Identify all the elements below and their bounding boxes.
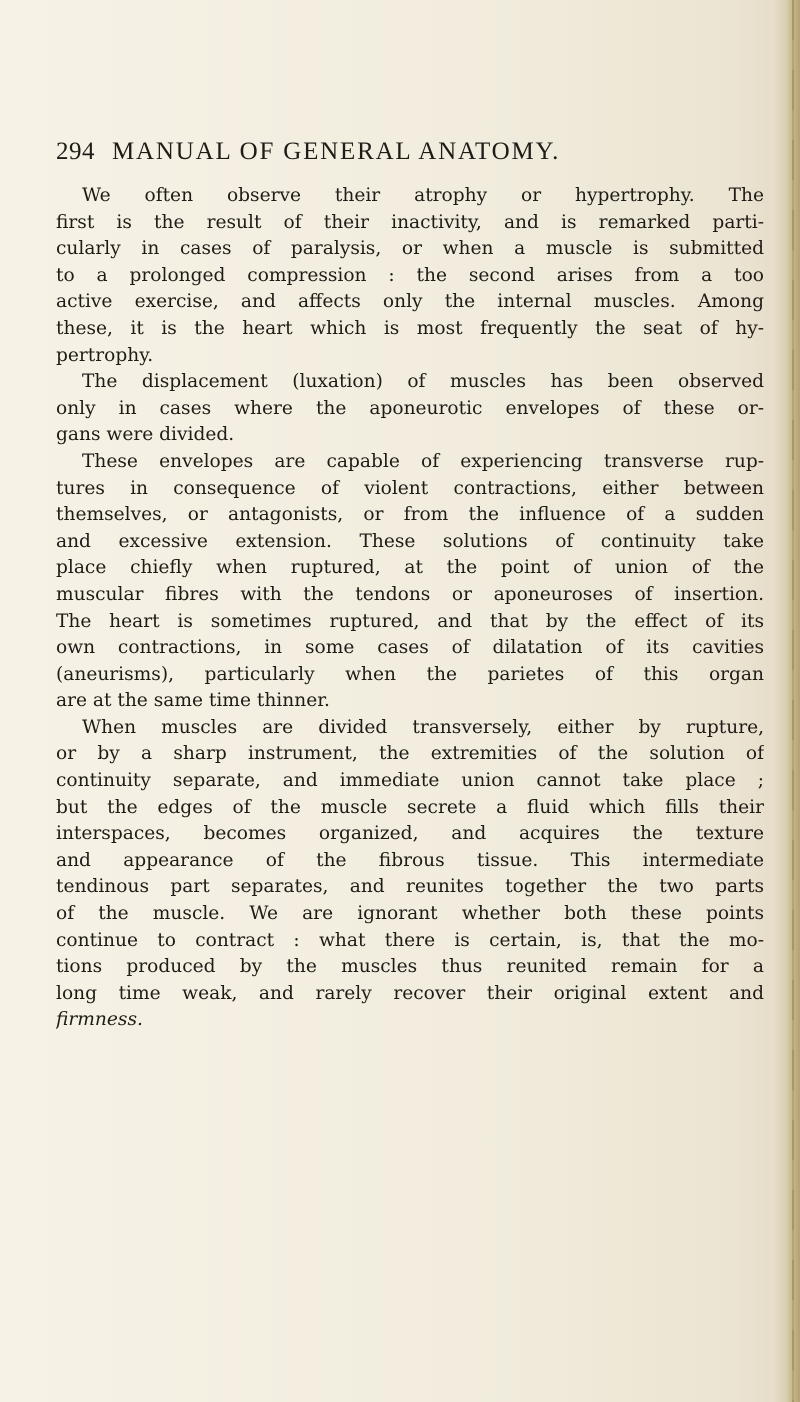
text-line: cularly in cases of paralysis, or when a muscle is submitted [56, 238, 764, 260]
text-line: interspaces, becomes organized, and acquires the texture [56, 823, 764, 845]
text-line: own contractions, in some cases of dilatation of its cavities [56, 637, 764, 659]
text-line: to a prolonged compression : the second arises from a too [56, 264, 764, 286]
text-line: only in cases where the aponeurotic envelopes of these or- [56, 397, 764, 419]
text-line: continue to contract : what there is certain, is, that the mo- [56, 929, 764, 951]
text-line: The displacement (luxation) of muscles has been observed [82, 371, 764, 393]
text-line: When muscles are divided transversely, either by rupture, [82, 716, 764, 738]
text-line: muscular fibres with the tendons or aponeuroses of insertion. [56, 583, 764, 605]
page-edge-shadow [774, 0, 800, 1402]
text-line: and excessive extension. These solutions of continuity take [56, 530, 764, 552]
text-line: but the edges of the muscle secrete a fluid which fills their [56, 796, 764, 818]
text-line: tions produced by the muscles thus reunited remain for a [56, 956, 764, 978]
text-line: The heart is sometimes ruptured, and that by the effect of its [56, 610, 764, 632]
text-line: these, it is the heart which is most frequently the seat of hy- [56, 317, 764, 339]
text-line: continuity separate, and immediate union cannot take place ; [56, 770, 764, 792]
page-number: 294 [56, 138, 95, 165]
text-line: first is the result of their inactivity, and is remarked parti- [56, 211, 764, 233]
text-line: We often observe their atrophy or hypertrophy. The [82, 185, 764, 206]
text-line: gans were divided. [56, 424, 235, 446]
text-line: pertrophy. [56, 344, 154, 366]
text-line: are at the same time thinner. [56, 690, 330, 712]
text-line: long time weak, and rarely recover their original extent and [56, 982, 764, 1004]
text-line: (aneurisms), particularly when the parietes of this organ [56, 663, 764, 685]
text-line: active exercise, and affects only the internal muscles. Among [56, 291, 764, 313]
page-header [56, 138, 696, 174]
text-line: of the muscle. We are ignorant whether both these points [56, 903, 764, 925]
text-line: and appearance of the fibrous tissue. This intermediate [56, 849, 764, 871]
text-line: or by a sharp instrument, the extremities of the solution of [56, 743, 764, 765]
text-line: tures in consequence of violent contractions, either between [56, 477, 764, 499]
text-line: firmness. [56, 1009, 143, 1031]
text-line: tendinous part separates, and reunites together the two parts [56, 876, 764, 898]
text-line: themselves, or antagonists, or from the influence of a sudden [56, 504, 764, 526]
text-line: These envelopes are capable of experiencing transverse rup- [82, 450, 764, 472]
body-text [56, 183, 764, 1034]
running-head: MANUAL OF GENERAL ANATOMY. [112, 138, 561, 165]
text-line: place chiefly when ruptured, at the point of union of the [56, 557, 764, 579]
